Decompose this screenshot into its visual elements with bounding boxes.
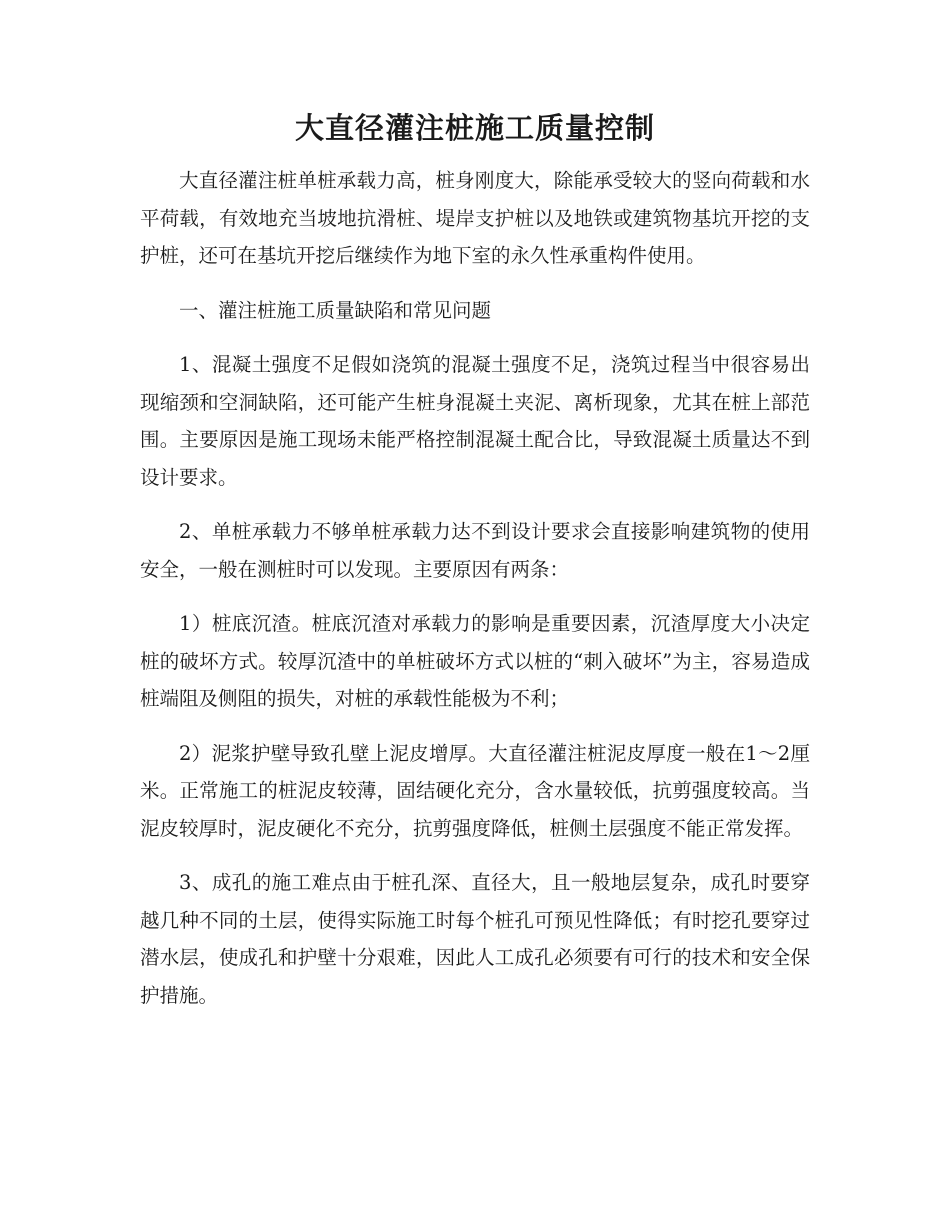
paragraph-subitem-1: 1）桩底沉渣。桩底沉渣对承载力的影响是重要因素，沉渣厚度大小决定桩的破坏方式。较厚沉渣中的单桩破坏方式以桩的“刺入破坏”为主，容易造成桩端阻及侧阻的损失，对桩的承载性能极为不利；	[140, 612, 810, 710]
paragraph-item-3: 3、成孔的施工难点由于桩孔深、直径大，且一般地层复杂，成孔时要穿越几种不同的土层，使得实际施工时每个桩孔可预见性降低；有时挖孔要穿过潜水层，使成孔和护壁十分艰难，因此人工成孔必须要有可行的技术和安全保护措施。	[140, 871, 810, 1007]
paragraph-item-2: 2、单桩承载力不够单桩承载力达不到设计要求会直接影响建筑物的使用安全，一般在测桩时可以发现。主要原因有两条：	[140, 520, 810, 581]
paragraph-subitem-2: 2）泥浆护壁导致孔壁上泥皮增厚。大直径灌注桩泥皮厚度一般在1～2厘米。正常施工的桩泥皮较薄，固结硬化充分，含水量较低，抗剪强度较高。当泥皮较厚时，泥皮硬化不充分，抗剪强度降低，桩侧土层强度不能正常发挥。	[140, 741, 810, 840]
paragraph-item-1: 1、混凝土强度不足假如浇筑的混凝土强度不足，浇筑过程当中很容易出现缩颈和空洞缺陷，还可能产生桩身混凝土夹泥、离析现象，尤其在桩上部范围。主要原因是施工现场未能严格控制混凝土配合比，导致混凝土质量达不到设计要求。	[140, 353, 810, 489]
paragraph-intro: 大直径灌注桩单桩承载力高，桩身刚度大，除能承受较大的竖向荷载和水平荷载，有效地充当坡地抗滑桩、堤岸支护桩以及地铁或建筑物基坑开挖的支护桩，还可在基坑开挖后继续作为地下室的永久性承重构件使用。	[140, 169, 810, 267]
section-heading: 一、灌注桩施工质量缺陷和常见问题	[179, 298, 492, 322]
document-title: 大直径灌注桩施工质量控制	[294, 111, 655, 145]
